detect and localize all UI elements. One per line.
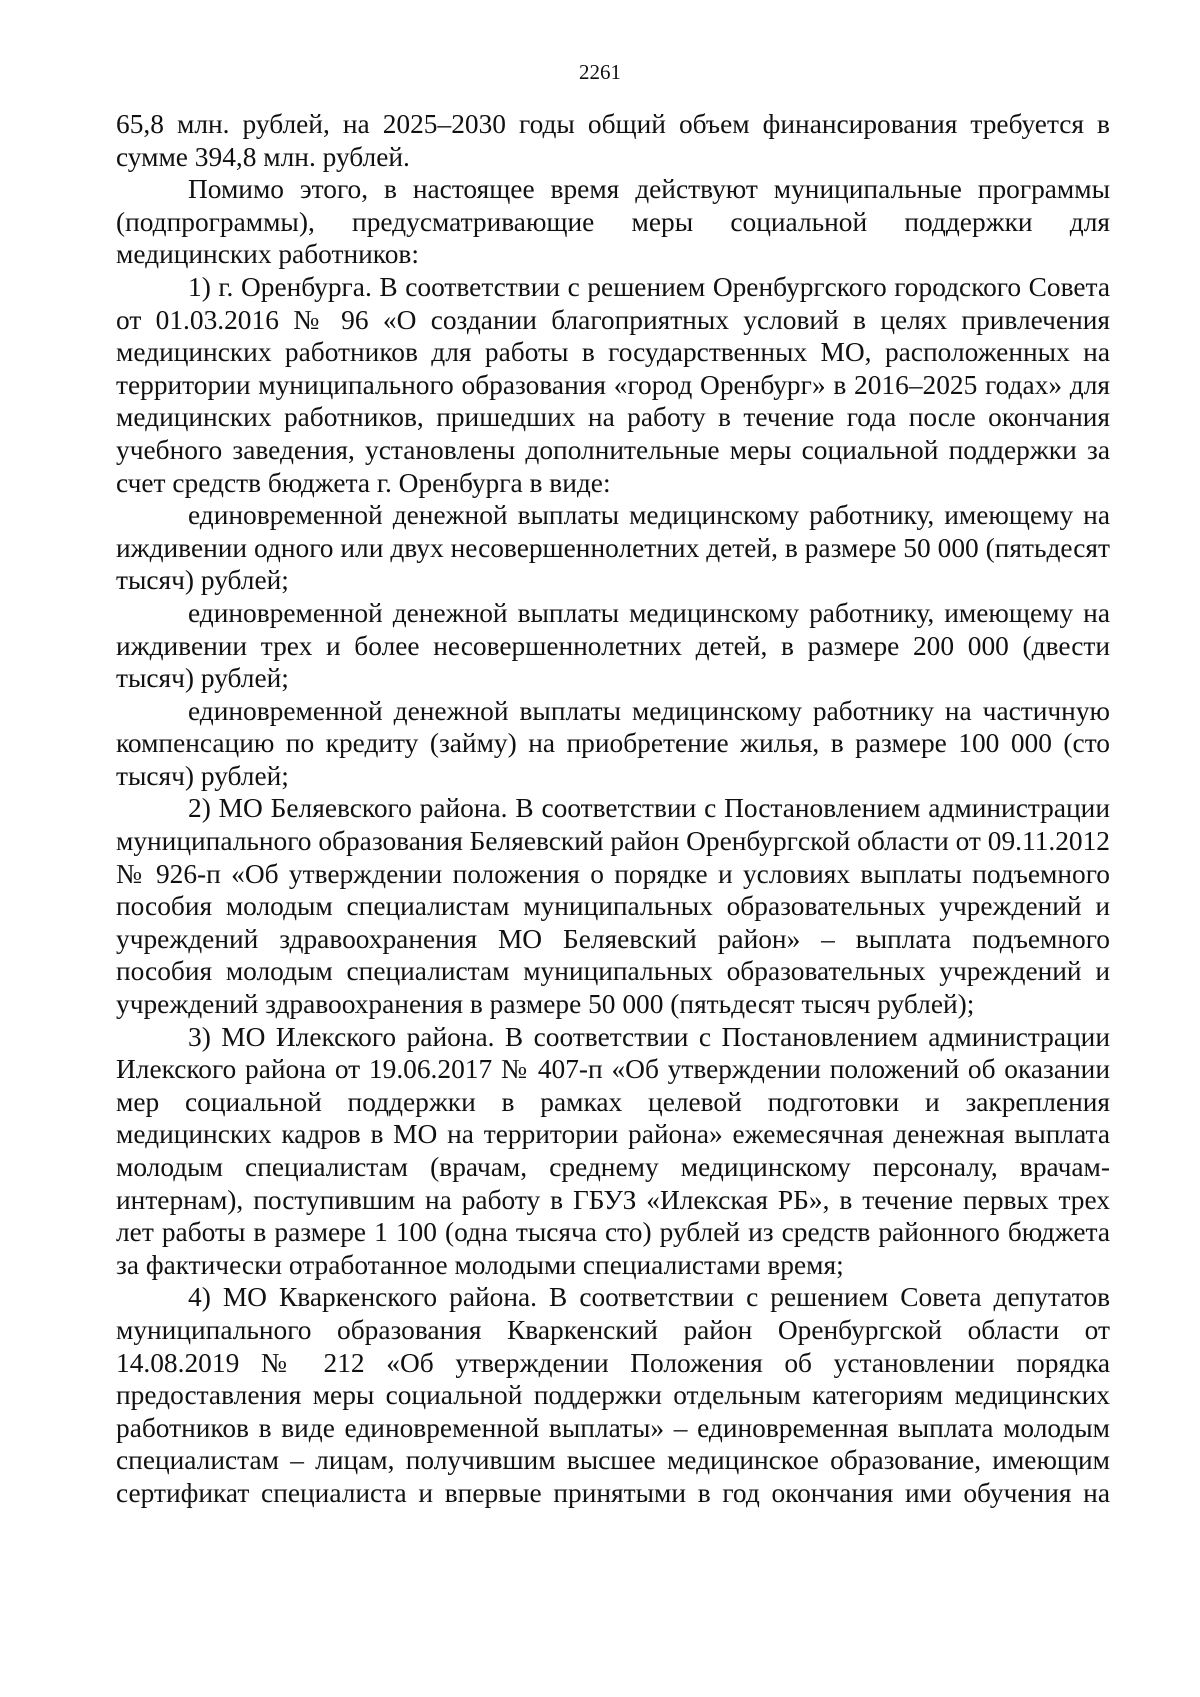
- paragraph-ileksky-district: 3) МО Илекского района. В соответствии с Постановлением администрации Илекского района от 19.06.2017 № 407-п «Об утверждении положений об оказании мер социальной поддержки в рамках целевой подготовки и закрепления медицинских кадров в МО на территории района» ежемесячная денежная выплата молодым специалистам (врачам, среднему медицинскому персоналу, врачам-интернам), поступившим на работу в ГБУЗ «Илекская РБ», в течение первых трех лет работы в размере 1 100 (одна тысяча сто) рублей из средств районного бюджета за фактически отработанное молодыми специалистами время;: [116, 1021, 1110, 1280]
- paragraph-payment-housing-credit: единовременной денежной выплаты медицинскому работнику на частичную компенсацию по кредиту (займу) на приобретение жилья, в размере 100 000 (сто тысяч) рублей;: [116, 695, 1110, 791]
- document-body: [116, 108, 1110, 1510]
- paragraph-financing-continuation: 65,8 млн. рублей, на 2025–2030 годы общий объем финансирования требуется в сумме 394,8 млн. рублей.: [116, 109, 1110, 172]
- paragraph-payment-three-children: единовременной денежной выплаты медицинскому работнику, имеющему на иждивении трех и более несовершеннолетних детей, в размере 200 000 (двести тысяч) рублей;: [116, 597, 1110, 694]
- paragraph-payment-one-two-children: единовременной денежной выплаты медицинскому работнику, имеющему на иждивении одного или двух несовершеннолетних детей, в размере 50 000 (пятьдесят тысяч) рублей;: [116, 500, 1110, 596]
- paragraph-belyaevsky-district: 2) МО Беляевского района. В соответствии с Постановлением администрации муниципального образования Беляевский район Оренбургской области от 09.11.2012 № 926-п «Об утверждении положения о порядке и условиях выплаты подъемного пособия молодым специалистам муниципальных образовательных учреждений и учреждений здравоохранения МО Беляевский район» – выплата подъемного пособия молодым специалистам муниципальных образовательных учреждений и учреждений здравоохранения в размере 50 000 (пятьдесят тысяч рублей);: [116, 793, 1110, 1020]
- paragraph-municipal-programs-intro: Помимо этого, в настоящее время действуют муниципальные программы (подпрограммы), предусматривающие меры социальной поддержки для медицинских работников:: [116, 174, 1110, 270]
- page-number: 2261: [579, 60, 621, 84]
- paragraph-orenburg: 1) г. Оренбурга. В соответствии с решением Оренбургского городского Совета от 01.03.2016 № 96 «О создании благоприятных условий в целях привлечения медицинских работников для работы в государственных МО, расположенных на территории муниципального образования «город Оренбург» в 2016–2025 годах» для медицинских работников, пришедших на работу в течение года после окончания учебного заведения, установлены дополнительные меры социальной поддержки за счет средств бюджета г. Оренбурга в виде:: [116, 271, 1110, 498]
- paragraph-kvarkensky-district: 4) МО Кваркенского района. В соответствии с решением Совета депутатов муниципального образования Кваркенский район Оренбургской области от 14.08.2019 № 212 «Об утверждении Положения об установлении порядка предоставления меры социальной поддержки отдельным категориям медицинских работников в виде единовременной выплаты» – единовременная выплата молодым специалистам – лицам, получившим высшее медицинское образование, имеющим сертификат специалиста и впервые принятыми в год окончания ими обучения на: [116, 1282, 1110, 1508]
